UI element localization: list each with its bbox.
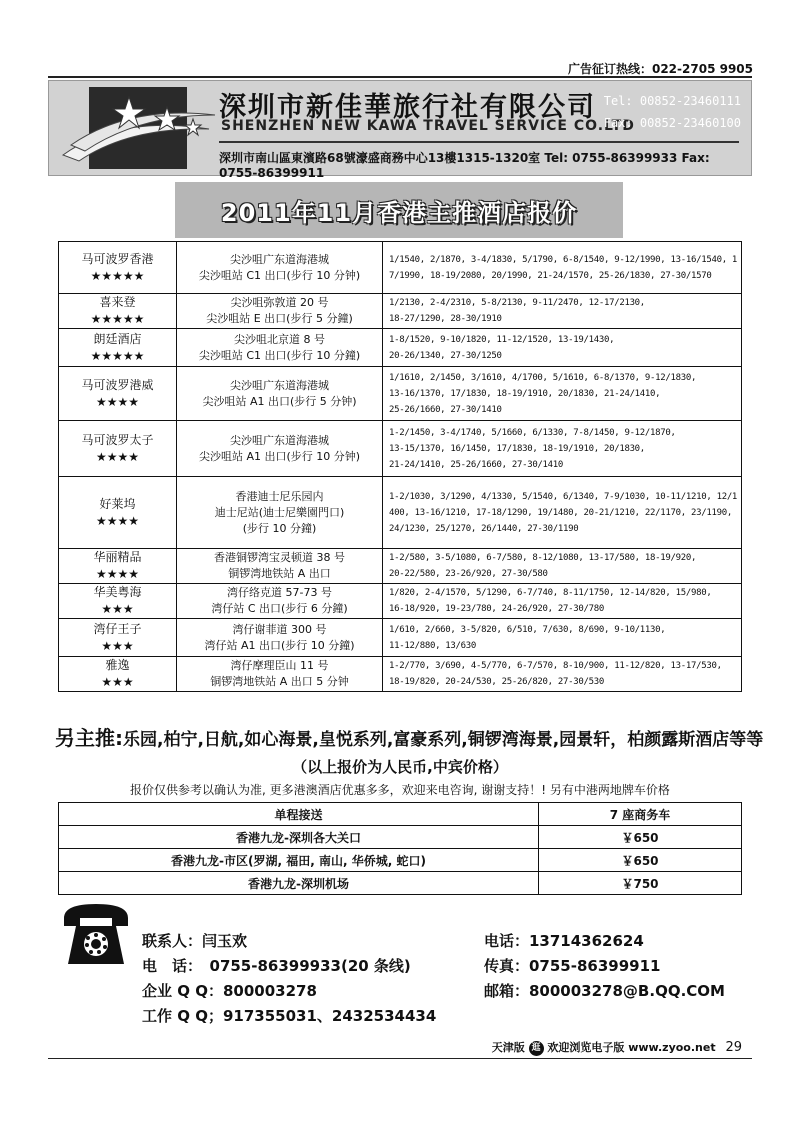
hotel-stars: ★★★★★: [90, 348, 145, 363]
company-banner: [48, 80, 752, 180]
rmb-note: （以上报价为人民币,中宾价格）: [292, 758, 508, 776]
transfer-price: ￥650: [539, 826, 742, 849]
hotel-name: 好莱坞: [99, 496, 136, 511]
hotel-price-cell: [383, 242, 742, 294]
hotel-address-line: (步行 10 分鐘): [242, 521, 317, 535]
hotel-address-cell: [177, 367, 383, 421]
hotel-name-cell: [59, 657, 177, 692]
footer-edition: 天津版: [491, 1041, 525, 1054]
hotel-name-cell: [59, 294, 177, 329]
hotel-price-line: 11-12/880, 13/630: [389, 640, 477, 651]
ad-hotline: 广告征订热线：022-2705 9905: [567, 62, 753, 76]
transfer-row: [59, 826, 742, 849]
transfer-header-car: 7 座商务车: [539, 803, 742, 826]
hotel-address-line: 铜锣湾地铁站 A 出口 5 分钟: [210, 675, 349, 688]
hotel-price-line: 1/820, 2-4/1570, 5/1290, 6-7/740, 8-11/1750, 12-14/820, 15/980,: [389, 588, 712, 598]
star-swoosh-logo-icon: [59, 85, 219, 171]
transfer-row: [59, 872, 742, 895]
hotel-address-cell: [177, 584, 383, 619]
hotel-address-line: 湾仔谢菲道 300 号: [232, 622, 327, 636]
hotel-name-cell: [59, 584, 177, 619]
hotel-address-cell: [177, 657, 383, 692]
contact-fax: 传真：0755-86399911: [484, 957, 661, 975]
hotel-price-cell: [383, 657, 742, 692]
hotel-row: [59, 584, 742, 619]
hotel-price-line: 20-22/580, 23-26/920, 27-30/580: [389, 569, 548, 579]
hotel-stars: ★★★★★: [90, 312, 145, 326]
page-title: 2011年11月香港主推酒店报价: [220, 198, 578, 227]
hotel-address-line: 湾仔站 C 出口(步行 6 分鐘): [211, 602, 348, 615]
transfer-row: [59, 849, 742, 872]
hotel-stars: ★★★★★: [90, 268, 145, 283]
hotel-stars: ★★★: [101, 638, 134, 653]
footer-divider: [48, 1058, 752, 1059]
transfer-header-row: [59, 803, 742, 826]
hotel-name-cell: [59, 329, 177, 367]
hotel-address-cell: [177, 549, 383, 584]
hotel-name-cell: [59, 619, 177, 657]
hotel-name-cell: [59, 477, 177, 549]
hotel-address-line: 尖沙咀广东道海港城: [230, 378, 329, 392]
transfer-price: ￥650: [539, 849, 742, 872]
hotel-address-line: 尖沙咀站 E 出口(步行 5 分鐘): [206, 312, 353, 325]
transfer-route: 香港九龙-深圳机场: [59, 872, 539, 895]
hotel-name: 喜来登: [99, 295, 136, 309]
hotel-name-cell: [59, 367, 177, 421]
hotel-address-cell: [177, 294, 383, 329]
hotel-price-cell: [383, 294, 742, 329]
hotel-address-line: 尖沙咀广东道海港城: [230, 252, 329, 266]
hotel-name-cell: [59, 549, 177, 584]
hotel-row: [59, 421, 742, 477]
company-hk-fax: Fax: 00852-23460100: [603, 116, 741, 130]
company-divider: [219, 141, 739, 143]
hotel-row: [59, 619, 742, 657]
hotel-price-cell: [383, 619, 742, 657]
also-list: 乐园,柏宁,日航,如心海景,皇悦系列,富豪系列,铜锣湾海景,园景轩，柏颜露斯酒店等等: [123, 730, 764, 750]
hotel-address-line: 尖沙咀北京道 8 号: [234, 332, 325, 346]
hotel-row: [59, 329, 742, 367]
hotel-name: 马可波罗香港: [81, 251, 154, 266]
hotel-name: 湾仔王子: [93, 621, 142, 636]
page-number: 29: [725, 1040, 742, 1055]
telephone-icon: [60, 898, 132, 970]
hotel-price-cell: [383, 421, 742, 477]
hotel-price-table: [58, 241, 742, 692]
hotel-stars: ★★★★: [95, 567, 140, 581]
hotel-row: [59, 294, 742, 329]
hotel-stars: ★★★: [101, 602, 134, 616]
header-divider: [48, 76, 752, 78]
hotel-name-cell: [59, 421, 177, 477]
hotel-name: 雅逸: [105, 658, 130, 672]
hotel-address-line: 湾仔站 A1 出口(步行 10 分鐘): [204, 638, 355, 652]
hotel-price-line: 1-2/1030, 3/1290, 4/1330, 5/1540, 6/1340, 7-9/1030, 10-11/1210, 12/1: [389, 491, 738, 502]
hotel-address-cell: [177, 242, 383, 294]
hotel-price-line: 18-27/1290, 28-30/1910: [389, 314, 502, 324]
hotel-price-line: 20-26/1340, 27-30/1250: [389, 350, 502, 361]
hotel-price-line: 16-18/920, 19-23/780, 24-26/920, 27-30/780: [389, 604, 604, 614]
transfer-price: ￥750: [539, 872, 742, 895]
hotel-price-line: 1-2/580, 3-5/1080, 6-7/580, 8-12/1080, 13-17/580, 18-19/920,: [389, 553, 697, 563]
hotel-address-cell: [177, 329, 383, 367]
hotel-address-cell: [177, 421, 383, 477]
hotel-price-cell: [383, 367, 742, 421]
hotel-price-cell: [383, 477, 742, 549]
hotel-address-line: 湾仔络克道 57-73 号: [227, 586, 332, 599]
hotel-name: 朗廷酒店: [93, 331, 142, 346]
transfer-route: 香港九龙-深圳各大关口: [59, 826, 539, 849]
also-lead: 另主推:: [55, 726, 123, 750]
transfer-route: 香港九龙-市区(罗湖, 福田, 南山, 华侨城, 蛇口): [59, 849, 539, 872]
hotel-address-cell: [177, 619, 383, 657]
hotel-address-line: 尖沙咀站 A1 出口(步行 10 分钟): [198, 449, 361, 463]
contact-phone: 电 话： 0755-86399933(20 条线): [142, 957, 411, 975]
hotel-price-line: 18-19/820, 20-24/530, 25-26/820, 27-30/530: [389, 677, 604, 687]
transfer-table: [58, 802, 742, 895]
hotel-price-line: 7/1990, 18-19/2080, 20/1990, 21-24/1570, 25-26/1830, 27-30/1570: [389, 270, 712, 281]
hotel-name: 华丽精品: [93, 550, 142, 564]
hotel-price-line: 1/610, 2/660, 3-5/820, 6/510, 7/630, 8/690, 9-10/1130,: [389, 624, 666, 635]
footer-site: 欢迎浏览电子版 www.zyoo.net: [547, 1041, 716, 1054]
hotel-price-line: 1/1540, 2/1870, 3-4/1830, 5/1790, 6-8/1540, 9-12/1990, 13-16/1540, 1: [389, 254, 738, 265]
hotel-price-line: 25-26/1660, 27-30/1410: [389, 404, 502, 415]
hotel-row: [59, 242, 742, 294]
page-title-box: [175, 182, 623, 238]
hotel-name-cell: [59, 242, 177, 294]
footer: [492, 1039, 742, 1056]
hotel-price-line: 1-2/770, 3/690, 4-5/770, 6-7/570, 8-10/900, 11-12/820, 13-17/530,: [389, 661, 722, 671]
hotel-address-line: 尖沙咀弥敦道 20 号: [230, 296, 329, 309]
company-name-en: SHENZHEN NEW KAWA TRAVEL SERVICE CO.LTD: [221, 118, 635, 134]
hotel-stars: ★★★: [101, 675, 134, 689]
hotel-name: 华美粤海: [93, 585, 142, 599]
contact-person: 联系人：闫玉欢: [142, 932, 248, 950]
contact-email: 邮箱：800003278@B.QQ.COM: [484, 982, 725, 1000]
hotel-price-line: 1/2130, 2-4/2310, 5-8/2130, 9-11/2470, 12-17/2130,: [389, 298, 645, 308]
company-name-cn: 深圳市新佳華旅行社有限公司: [219, 92, 596, 123]
footer-badge-icon: 逛: [529, 1041, 544, 1056]
hotel-row: [59, 549, 742, 584]
hotel-row: [59, 367, 742, 421]
hotel-stars: ★★★★: [95, 449, 140, 464]
hotel-address-line: 尖沙咀站 A1 出口(步行 5 分钟): [202, 394, 357, 408]
hotel-price-line: 1-8/1520, 9-10/1820, 11-12/1520, 13-19/1430,: [389, 334, 615, 345]
also-recommend: [55, 722, 764, 751]
hotel-row: [59, 657, 742, 692]
hotel-address-cell: [177, 477, 383, 549]
hotel-address-line: 铜锣湾地铁站 A 出口: [228, 567, 331, 580]
company-hk-tel: Tel: 00852-23460111: [603, 94, 741, 108]
hotel-address-line: 湾仔摩理臣山 11 号: [230, 659, 329, 672]
hotel-stars: ★★★★: [95, 513, 140, 528]
hotel-row: [59, 477, 742, 549]
hotel-name: 马可波罗港威: [81, 377, 154, 392]
hotel-address-line: 香港迪士尼乐园内: [235, 489, 324, 503]
hotel-address-line: 香港铜锣湾宝灵顿道 38 号: [214, 551, 345, 564]
contact-work-qq: 工作 Q Q；917355031、2432534434: [142, 1007, 437, 1025]
hotel-price-line: 13-16/1370, 17/1830, 18-19/1910, 20/1830, 21-24/1410,: [389, 388, 661, 399]
hotel-address-line: 尖沙咀站 C1 出口(步行 10 分鐘): [198, 348, 361, 362]
hotel-address-line: 迪士尼站(迪士尼樂園門口): [214, 505, 345, 519]
hotel-price-cell: [383, 549, 742, 584]
hotel-price-line: 400, 13-16/1210, 17-18/1290, 19/1480, 20-21/1210, 22/1170, 23/1190,: [389, 507, 732, 518]
hotel-price-cell: [383, 584, 742, 619]
hotel-name: 马可波罗太子: [81, 432, 154, 447]
hotel-price-line: 24/1230, 25/1270, 26/1440, 27-30/1190: [389, 523, 579, 534]
hotel-stars: ★★★★: [95, 394, 140, 409]
company-address: 深圳市南山區東濱路68號濠盛商務中心13樓1315-1320室 Tel: 0755-86399933 Fax: 0755-86399911: [219, 151, 710, 180]
hotel-address-line: 尖沙咀广东道海港城: [230, 433, 329, 447]
transfer-header-route: 单程接送: [59, 803, 539, 826]
hotel-price-cell: [383, 329, 742, 367]
hotel-address-line: 尖沙咀站 C1 出口(步行 10 分钟): [198, 268, 361, 282]
hotel-price-line: 1/1610, 2/1450, 3/1610, 4/1700, 5/1610, 6-8/1370, 9-12/1830,: [389, 372, 697, 383]
hotel-price-line: 13-15/1370, 16/1450, 17/1830, 18-19/1910, 20/1830,: [389, 443, 645, 454]
contact-mobile: 电话：13714362624: [484, 932, 644, 950]
hotel-price-line: 1-2/1450, 3-4/1740, 5/1660, 6/1330, 7-8/1450, 9-12/1870,: [389, 427, 676, 438]
disclaimer: 报价仅供参考以确认为准, 更多港澳酒店优惠多多，欢迎来电咨询, 谢谢支持！! 另有中港两地牌车价格: [130, 783, 670, 797]
contact-qq: 企业 Q Q：800003278: [142, 982, 317, 1000]
hotel-price-line: 21-24/1410, 25-26/1660, 27-30/1410: [389, 459, 564, 470]
